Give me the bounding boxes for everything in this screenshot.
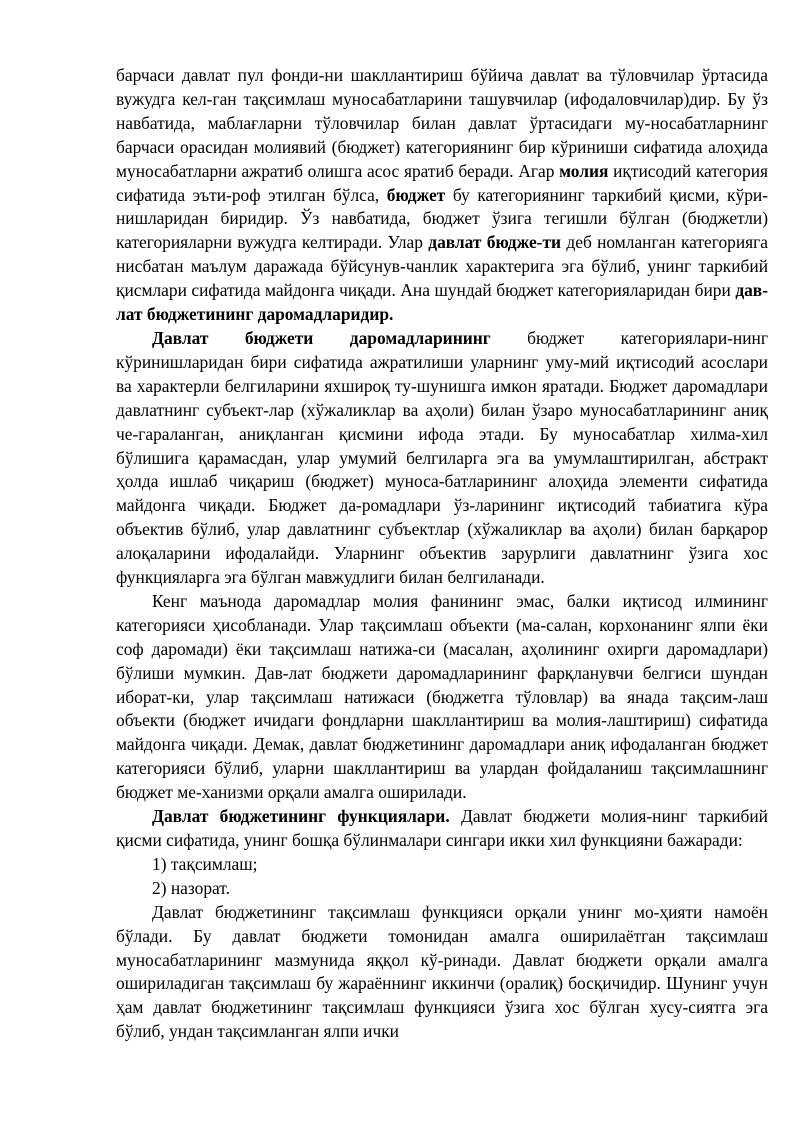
term-budget: бюджет xyxy=(386,184,446,205)
paragraph-5: Давлат бюджетининг тақсимлаш функцияси орқали унинг мо-ҳияти намоён бўлади. Бу давлат бюджети томонидан амалга оширилаётган тақсимлаш муносабатларининг мазмунида яққол кў-ринади. Давлат бюджети орқали амалга ошириладиган тақсимлаш бу жараённинг иккинчи (оралиқ) босқичидир. Шунинг учун ҳам давлат бюджетининг тақсимлаш функцияси ўзига хос бўлган хусу-сиятга эга бўлиб, ундан тақсимланган ялпи ички xyxy=(116,901,768,1042)
list-item-control: 2) назорат. xyxy=(152,877,230,898)
paragraph-1-text-c: бу категориянинг таркибий қисми, кўри-нишларидан биридир. Ўз навбатида, бюджет ўзига тегишли бўлган (бюджетли) категорияларни вужудга келтиради. Улар xyxy=(116,184,768,253)
document-page xyxy=(116,64,768,1044)
paragraph-4-text: Давлат бюджети молия-нинг таркибий қисми сифатида, унинг бошқа бўлинмалари сингари икки хил функцияни бажаради: xyxy=(116,806,768,850)
section-heading-budget-functions: Давлат бюджетининг функциялари. xyxy=(152,806,450,827)
term-budget-revenues: дав-лат бюджетининг даромадларидир. xyxy=(116,280,768,325)
term-state-budget: давлат бюдже-ти xyxy=(428,232,562,253)
paragraph-1-text-b: иқтисодий категория сифатида эъти-роф этилган бўлса, xyxy=(116,160,768,205)
paragraph-1-text-d: деб номланган категорияга нисбатан маълум даражада бўйсунув-чанлик характерига эга бўлиб, унинг таркибий қисмлари сифатида майдонга чиқади. Ана шундай бюджет категорияларидан бири xyxy=(116,232,768,301)
term-moliya: молия xyxy=(559,160,609,181)
paragraph-1 xyxy=(116,64,768,327)
paragraph-3: Кенг маънода даромадлар молия фанининг эмас, балки иқтисод илмининг категорияси ҳисобланади. Улар тақсимлаш объекти (ма-салан, корхонанинг ялпи ёки соф даромади) ёки тақсимлаш натижа-си (масалан, аҳолининг охирги даромадлари) бўлиши мумкин. Дав-лат бюджети даромадларининг фарқланувчи белгиси шундан иборат-ки, улар тақсимлаш натижаси (бюджетга тўловлар) ва янада тақсим-лаш объекти (бюджет ичидаги фондларни шакллантириш ва молия-лаштириш) сифатида майдонга чиқади. Демак, давлат бюджетининг даромадлари аниқ ифодаланган бюджет категорияси бўлиб, уларни шакллантириш ва улардан фойдаланиш тақсимлашнинг бюджет ме-ханизми орқали амалга оширилади. xyxy=(116,590,768,803)
paragraph-2-text: бюджет категориялари-нинг кўринишларидан бири сифатида ажратилиши уларнинг уму-мий иқтисодий асослари ва характерли белгиларини яхшироқ ту-шунишга имкон яратади. Бюджет даромадлари давлатнинг субъект-лар (хўжаликлар ва аҳоли) билан ўзаро муносабатларининг аниқ че-гараланган, аниқланган қисмини ифода этади. Бу муносабатлар хилма-хил бўлишига қарамасдан, улар умумий белгиларга эга ва умумлаштирилган, абстракт ҳолда ишлаб чиқариш (бюджет) муноса-батларининг алоҳида элементи сифатида майдонга чиқади. Бюджет да-ромадлари ўз-ларининг иқтисодий табиатига кўра объектив бўлиб, улар давлатнинг субъектлар (хўжаликлар ва аҳоли) билан барқарор алоқаларини ифодалайди. Уларнинг объектив зарурлиги давлатнинг ўзига хос функцияларга эга бўлган мавжудлиги билан белгиланади. xyxy=(116,327,768,588)
paragraph-4 xyxy=(116,805,768,853)
paragraph-2 xyxy=(116,327,768,590)
paragraph-1-text-a: барчаси давлат пул фонди-ни шакллантириш бўйича давлат ва тўловчилар ўртасида вужудга кел-ган тақсимлаш муносабатларини ташувчилар (ифодаловчилар)дир. Бу ўз навбатида, маблағларни тўловчилар билан давлат ўртасидаги му-носабатларнинг барчаси орасидан молиявий (бюджет) категориянинг бир кўриниши сифатида алоҳида муносабатларни ажратиб олишга асос яратиб беради. Агар xyxy=(116,65,768,181)
paragraph-2-heading: Давлат бюджети даромадларининг xyxy=(152,327,491,348)
list-item-distribution: 1) тақсимлаш; xyxy=(152,853,258,874)
